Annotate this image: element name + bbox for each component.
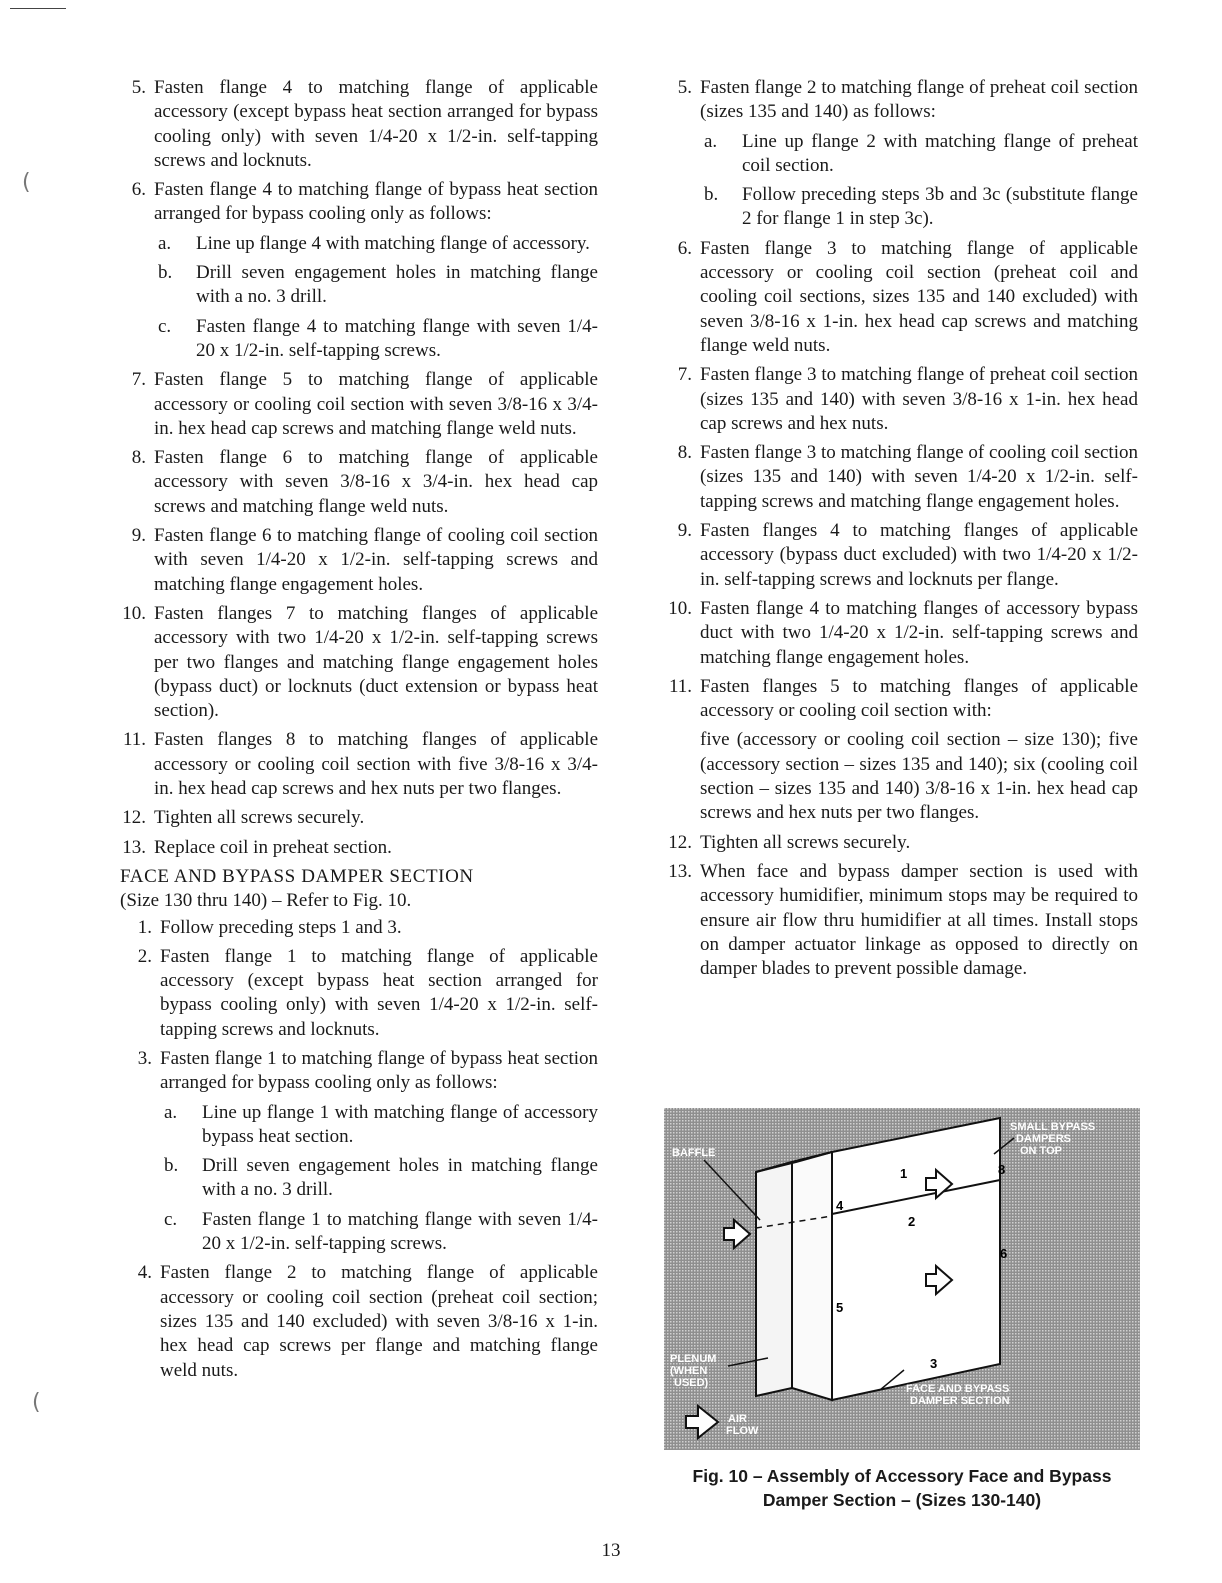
step-item	[126, 916, 598, 940]
air-flow-label-1: AIR	[728, 1413, 747, 1425]
section-steps-end	[126, 1261, 598, 1382]
flange-8-label: 8	[998, 1162, 1006, 1177]
face-bypass-label-2: DAMPER SECTION	[910, 1395, 1010, 1407]
step-text: Replace coil in preheat section.	[154, 836, 392, 858]
left-steps-mid	[120, 368, 598, 860]
step-text: Fasten flange 1 to matching flange with seven 1/4-20 x 1/2-in. self-tapping screws.	[202, 1208, 598, 1255]
step-number: a.	[704, 130, 718, 152]
step-text: Fasten flanges 7 to matching flanges of applicable accessory with two 1/4-20 x 1/2-in. self-tapping screws per two flanges and matching flange engagement holes (bypass duct) or locknuts (duct extension or bypass heat section).	[154, 602, 598, 722]
step-item	[666, 597, 1138, 670]
substep-item	[162, 1101, 598, 1150]
step-number: 10.	[668, 597, 692, 619]
step-text: Fasten flanges 4 to matching flanges of applicable accessory (bypass duct excluded) with two 1/4-20 x 1/2-in. self-tapping screws and locknuts per flange.	[700, 520, 1138, 590]
step-item	[120, 836, 598, 860]
step-number: 2.	[137, 945, 152, 967]
step-item	[120, 178, 598, 227]
step-item	[120, 368, 598, 441]
step-item	[120, 602, 598, 723]
step-item	[666, 76, 1138, 125]
substep-item	[156, 232, 598, 256]
step-text: Fasten flange 5 to matching flange of applicable accessory or cooling coil section with seven 3/8-16 x 3/4-in. hex head cap screws and matching flange weld nuts.	[154, 369, 598, 439]
step-text: Fasten flange 6 to matching flange of cooling coil section with seven 1/4-20 x 1/2-in. self-tapping screws and matching flange engagement holes.	[154, 525, 598, 595]
section-subtitle: (Size 130 thru 140) – Refer to Fig. 10.	[120, 890, 412, 912]
scan-mark: (	[22, 170, 31, 195]
step-number: b.	[704, 184, 719, 206]
assembly-figure	[664, 1108, 1140, 1450]
step-item	[120, 76, 598, 173]
step-text: Line up flange 4 with matching flange of accessory.	[196, 232, 590, 254]
step-text: Fasten flange 2 to matching flange of applicable accessory or cooling coil section (preheat coil section; sizes 135 and 140 excluded) with seven 3/8-16 x 1-in. hex head cap screws per flange and matching flange weld nuts.	[160, 1262, 598, 1381]
step-text: Fasten flange 3 to matching flange of applicable accessory or cooling coil section (preheat coil and cooling coil sections, sizes 135 and 140 excluded) with seven 3/8-16 x 1-in. hex head cap screws and matching flange weld nuts.	[700, 237, 1138, 356]
right-steps-end	[666, 831, 1138, 982]
step-text: Fasten flanges 5 to matching flanges of applicable accessory or cooling coil section with:	[700, 675, 1138, 722]
plenum-label-2: (WHEN	[670, 1365, 708, 1377]
step-6-substeps	[156, 232, 598, 363]
step-number: 5.	[131, 77, 146, 98]
step-item	[666, 519, 1138, 592]
flange-4-label: 4	[836, 1198, 844, 1213]
step-item	[120, 446, 598, 519]
step-item	[126, 1261, 598, 1382]
plenum-label-1: PLENUM	[670, 1353, 717, 1365]
substep-item	[162, 1208, 598, 1257]
step-text: Fasten flange 4 to matching flange of applicable accessory (except bypass heat section arranged for bypass cooling only) with seven 1/4-20 x 1/2-in. self-tapping screws and locknuts.	[154, 77, 598, 171]
step-number: 8.	[131, 447, 146, 469]
step-text: Fasten flange 4 to matching flanges of accessory bypass duct with two 1/4-20 x 1/2-in. self-tapping screws and matching flange engagement holes.	[700, 597, 1138, 668]
step-number: c.	[158, 315, 172, 337]
right-column	[666, 76, 1138, 986]
right-steps-mid	[666, 237, 1138, 724]
face-bypass-label-1: FACE AND BYPASS	[906, 1383, 1010, 1395]
step-number: 10.	[122, 602, 146, 624]
step-text: Fasten flange 3 to matching flange of preheat coil section (sizes 135 and 140) with seven 3/8-16 x 1-in. hex head cap screws and hex nuts.	[700, 364, 1138, 434]
substep-item	[702, 130, 1138, 179]
step-item	[120, 806, 598, 830]
plenum-label-3: USED)	[674, 1377, 709, 1389]
step-text: Drill seven engagement holes in matching flange with a no. 3 drill.	[196, 262, 598, 308]
top-rule	[10, 8, 66, 9]
right-steps-top	[666, 76, 1138, 125]
step-number: 6.	[677, 237, 692, 259]
scan-mark: (	[32, 1390, 41, 1415]
step-item	[666, 860, 1138, 981]
step-number: 6.	[131, 179, 146, 201]
flange-6-label: 6	[1000, 1246, 1008, 1261]
step-text: Drill seven engagement holes in matching flange with a no. 3 drill.	[202, 1155, 598, 1201]
step-number: a.	[164, 1101, 178, 1123]
substep-item	[156, 261, 598, 310]
left-column	[120, 76, 598, 1388]
step-item	[666, 441, 1138, 514]
step-number: 7.	[677, 364, 692, 386]
step-number: a.	[158, 232, 172, 254]
step-number: 1.	[137, 916, 152, 938]
step-number: 12.	[668, 831, 692, 853]
substep-item	[702, 183, 1138, 232]
step-number: 5.	[677, 77, 692, 98]
step-text: Fasten flange 3 to matching flange of cooling coil section (sizes 135 and 140) with seven 1/4-20 x 1/2-in. self-tapping screws and matching flange engagement holes.	[700, 442, 1138, 512]
step-item	[120, 524, 598, 597]
air-flow-label-2: FLOW	[726, 1425, 759, 1437]
flange-1-label: 1	[900, 1166, 908, 1181]
step-number: 12.	[122, 807, 146, 829]
unit-front-face	[832, 1118, 1000, 1400]
step-text: Fasten flanges 8 to matching flanges of applicable accessory or cooling coil section with five 3/8-16 x 3/4-in. hex head cap screws and hex nuts per two flanges.	[154, 729, 598, 800]
step-text: Follow preceding steps 1 and 3.	[160, 916, 402, 938]
figure-caption	[664, 1464, 1140, 1512]
page-number: 13	[601, 1540, 621, 1561]
caption-line-1: Fig. 10 – Assembly of Accessory Face and Bypass	[692, 1466, 1112, 1486]
step-item	[120, 728, 598, 801]
step-text: Line up flange 2 with matching flange of preheat coil section.	[742, 130, 1138, 176]
step-text: Tighten all screws securely.	[700, 831, 911, 853]
step-number: 8.	[677, 442, 692, 464]
caption-line-2: Damper Section – (Sizes 130-140)	[762, 1490, 1042, 1510]
step-item	[666, 237, 1138, 358]
step-number: 9.	[677, 520, 692, 542]
step-number: b.	[158, 262, 173, 284]
step-3-substeps	[162, 1101, 598, 1257]
step-text: Fasten flange 4 to matching flange of bypass heat section arranged for bypass cooling only as follows:	[154, 179, 598, 225]
step-text: Fasten flange 1 to matching flange of bypass heat section arranged for bypass cooling only as follows:	[160, 1047, 598, 1094]
flange-3-label: 3	[930, 1356, 938, 1371]
step-text: Fasten flange 6 to matching flange of applicable accessory with seven 3/8-16 x 3/4-in. hex head cap screws and matching flange weld nuts.	[154, 447, 598, 517]
step-text: Fasten flange 4 to matching flange with seven 1/4-20 x 1/2-in. self-tapping screws.	[196, 315, 598, 361]
section-steps	[126, 916, 598, 1096]
step-number: b.	[164, 1155, 179, 1177]
small-bypass-label-1: SMALL BYPASS	[1010, 1121, 1096, 1133]
step-number: 3.	[137, 1047, 152, 1069]
section-title: FACE AND BYPASS DAMPER SECTION	[120, 865, 474, 887]
step-5-substeps	[702, 130, 1138, 232]
step-number: c.	[164, 1208, 178, 1230]
step-number: 7.	[131, 369, 146, 391]
step-number: 13.	[668, 860, 692, 882]
step-number: 11.	[668, 675, 692, 697]
step-text: Fasten flange 2 to matching flange of preheat coil section (sizes 135 and 140) as follows:	[700, 77, 1138, 123]
step-item	[126, 945, 598, 1042]
left-steps-top	[120, 76, 598, 227]
step-number: 4.	[137, 1262, 152, 1284]
unit-left-side	[792, 1152, 832, 1400]
small-bypass-label-2: DAMPERS	[1016, 1133, 1072, 1145]
step-text: When face and bypass damper section is used with accessory humidifier, minimum stops may be required to ensure air flow thru humidifier at all times. Install stops on damper actuator linkage as opposed to directly on damper blades to prevent possible damage.	[700, 860, 1138, 980]
plenum-face	[756, 1162, 792, 1396]
step-number: 13.	[122, 836, 146, 858]
step-item	[666, 675, 1138, 724]
substep-item	[162, 1154, 598, 1203]
step-text: Tighten all screws securely.	[154, 807, 365, 829]
flange-2-label: 2	[908, 1214, 916, 1229]
step-item	[666, 831, 1138, 855]
step-item	[126, 1047, 598, 1096]
step-item	[666, 363, 1138, 436]
flange-5-label: 5	[836, 1300, 844, 1315]
substep-item	[156, 315, 598, 364]
step-text: Line up flange 1 with matching flange of accessory bypass heat section.	[202, 1101, 598, 1147]
step-11-detail: five (accessory or cooling coil section – size 130); five (accessory section – sizes 135 and 140); six (cooling coil section – sizes 135 and 140) 3/8-16 x 1-in. hex head cap screws and hex nuts per two flanges.	[700, 729, 1138, 824]
step-number: 11.	[122, 729, 146, 751]
step-text: Fasten flange 1 to matching flange of applicable accessory (except bypass heat section arranged for bypass cooling only) with seven 1/4-20 x 1/2-in. self-tapping screws and locknuts.	[160, 945, 598, 1040]
section-heading	[120, 865, 598, 914]
small-bypass-label-3: ON TOP	[1020, 1145, 1062, 1157]
step-number: 9.	[131, 525, 146, 547]
step-text: Follow preceding steps 3b and 3c (substitute flange 2 for flange 1 in step 3c).	[742, 184, 1138, 230]
baffle-label: BAFFLE	[672, 1147, 716, 1159]
